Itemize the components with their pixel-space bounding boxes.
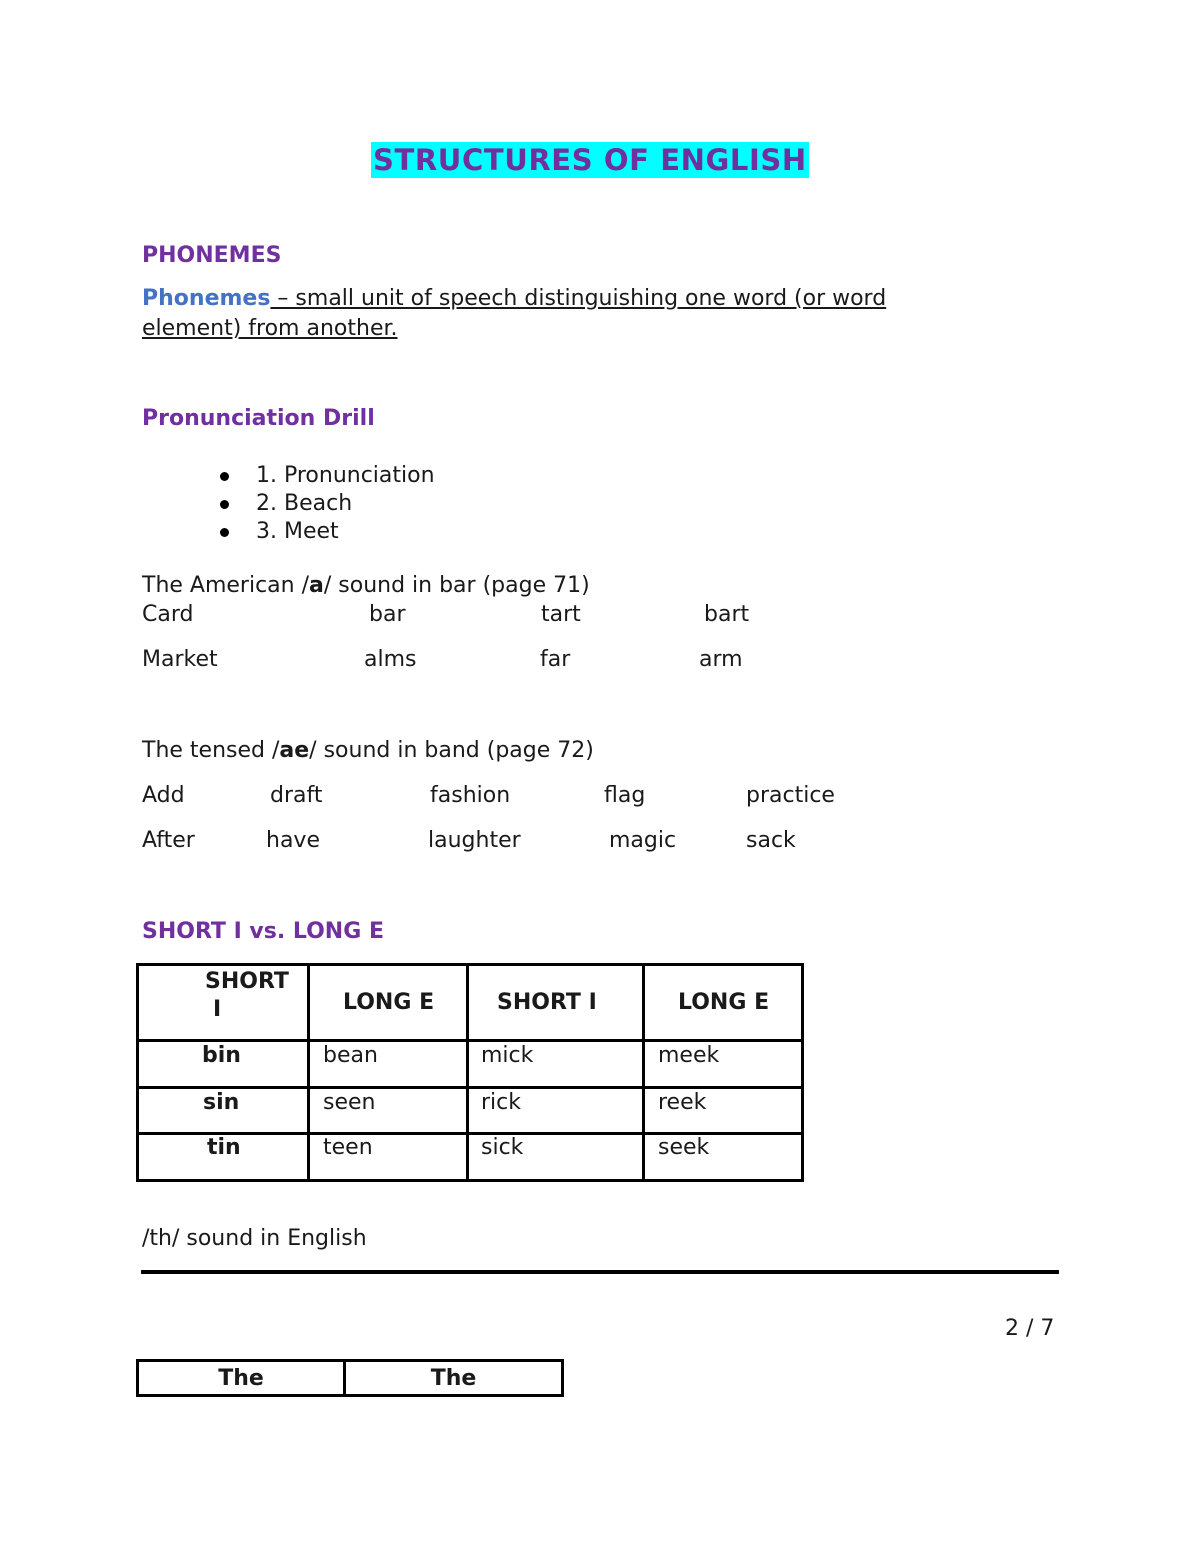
table-header-row <box>138 965 803 1041</box>
list-item: 1. Pronunciation <box>214 462 435 490</box>
table-cell: tin <box>138 1134 309 1181</box>
drill-heading: Pronunciation Drill <box>142 406 375 431</box>
table-cell: reek <box>644 1088 803 1134</box>
table-cell: bin <box>138 1041 309 1088</box>
word-cell: sack <box>746 828 796 853</box>
tensed-ae-intro: The tensed /ae/ sound in band (page 72) <box>142 738 594 763</box>
table-header-cell: LONG E <box>309 965 468 1041</box>
table-cell: seen <box>309 1088 468 1134</box>
bullet-icon <box>220 472 229 481</box>
word-cell: have <box>266 828 320 853</box>
th-heading: /th/ sound in English <box>142 1226 367 1251</box>
word-cell: draft <box>270 783 323 808</box>
word-cell: Add <box>142 783 185 808</box>
word-cell: far <box>540 647 571 672</box>
word-cell: After <box>142 828 195 853</box>
word-cell: fashion <box>430 783 511 808</box>
table-cell: mick <box>468 1041 644 1088</box>
table-cell: meek <box>644 1041 803 1088</box>
phonemes-heading: PHONEMES <box>142 243 282 268</box>
list-item: 3. Meet <box>214 518 435 546</box>
word-cell: bart <box>704 602 750 627</box>
table-cell: seek <box>644 1134 803 1181</box>
table-header-cell: The <box>138 1361 345 1396</box>
definition-text-line1: – small unit of speech distinguishing one word (or word <box>270 286 887 311</box>
bullet-icon <box>220 500 229 509</box>
word-cell: magic <box>609 828 677 853</box>
table-header-row <box>138 1361 563 1396</box>
word-cell: Card <box>142 602 194 627</box>
table-header-cell: The <box>345 1361 563 1396</box>
divider <box>141 1270 1059 1274</box>
page-number: 2 / 7 <box>1005 1316 1055 1341</box>
table-header-cell: LONG E <box>644 965 803 1041</box>
bullet-icon <box>220 528 229 537</box>
short-long-table <box>136 963 804 1182</box>
drill-list <box>214 462 435 546</box>
table-row <box>138 1041 803 1088</box>
phoneme-symbol: a <box>309 573 324 598</box>
word-cell: alms <box>364 647 417 672</box>
word-cell: tart <box>541 602 581 627</box>
definition-term: Phonemes <box>142 286 271 311</box>
table-row <box>138 1088 803 1134</box>
definition-text-line2: element) from another. <box>142 316 398 341</box>
table-cell: teen <box>309 1134 468 1181</box>
american-a-intro: The American /a/ sound in bar (page 71) <box>142 573 590 598</box>
word-cell: laughter <box>428 828 521 853</box>
table-cell: rick <box>468 1088 644 1134</box>
word-cell: flag <box>604 783 646 808</box>
table-header-cell: SHORT I <box>138 965 309 1041</box>
phonemes-definition <box>142 284 972 344</box>
word-cell: Market <box>142 647 218 672</box>
table-header-cell: SHORT I <box>468 965 644 1041</box>
word-cell: practice <box>746 783 835 808</box>
word-cell: arm <box>699 647 743 672</box>
document-title: STRUCTURES OF ENGLISH <box>373 143 807 177</box>
list-item: 2. Beach <box>214 490 435 518</box>
phoneme-symbol: ae <box>279 738 310 763</box>
short-long-heading: SHORT I vs. LONG E <box>142 919 384 944</box>
table-cell: sin <box>138 1088 309 1134</box>
table-cell: sick <box>468 1134 644 1181</box>
table-cell: bean <box>309 1041 468 1088</box>
table-row <box>138 1134 803 1181</box>
word-cell: bar <box>369 602 406 627</box>
th-table <box>136 1359 564 1397</box>
